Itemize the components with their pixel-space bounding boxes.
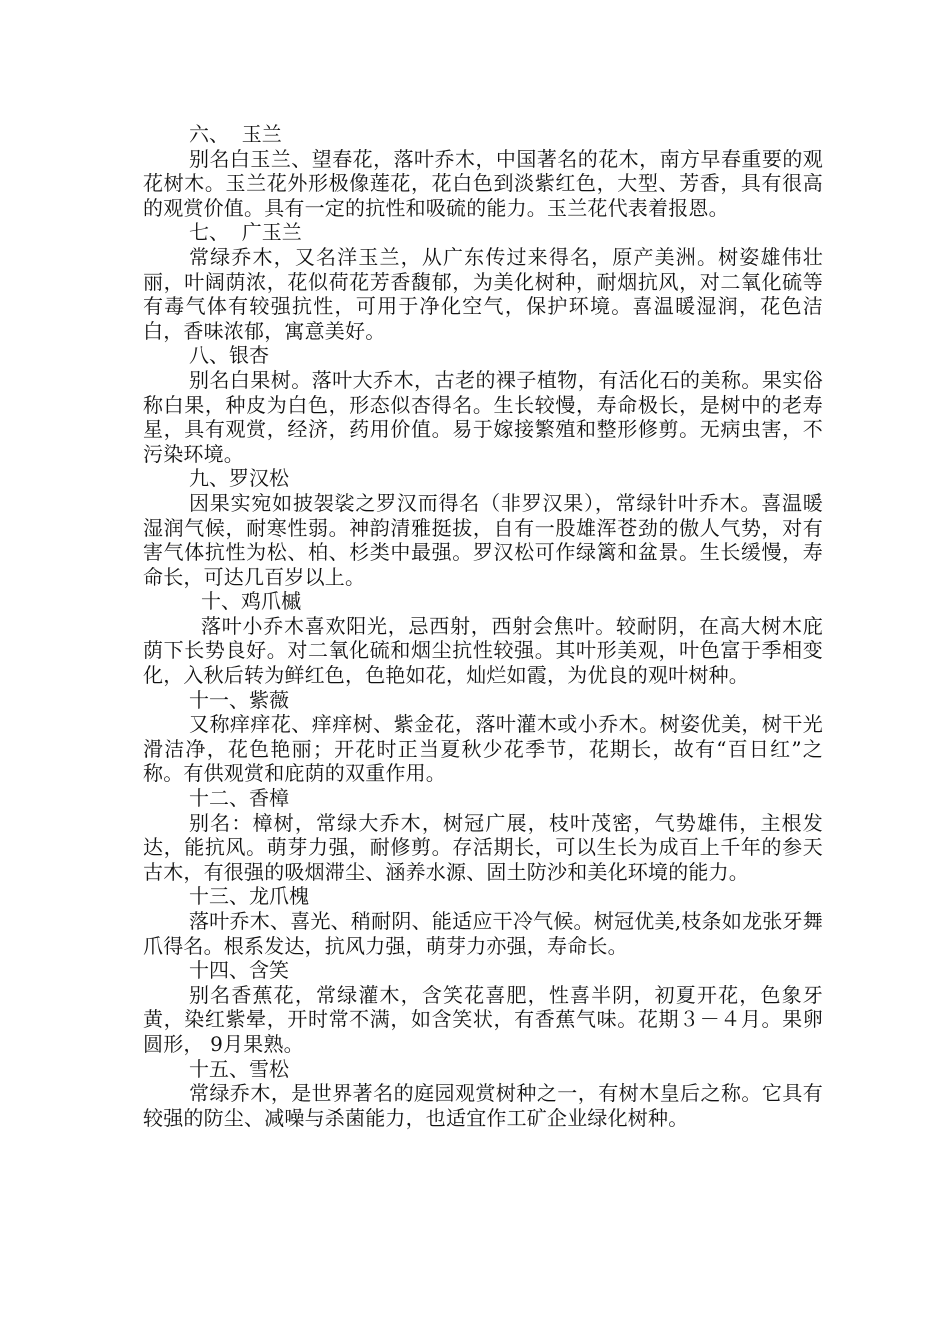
section-paragraph: 落叶小乔木喜欢阳光，忌西射，西射会焦叶。较耐阴，在高大树木庇荫下长势良好。对二氧化硫和烟尘抗性较强。其叶形美观，叶色富于季相变化，入秋后转为鲜红色，色艳如花，灿烂如霞，为优良的观叶树种。 (143, 613, 823, 688)
section-heading: 十一、紫薇 (189, 687, 289, 712)
section-heading: 十、鸡爪槭 (201, 589, 301, 614)
section-paragraph: 别名白果树。落叶大乔木，古老的裸子植物，有活化石的美称。果实俗称白果，种皮为白色，形态似杏得名。生长较慢，寿命极长，是树中的老寿星，具有观赏，经济，药用价值。易于嫁接繁殖和整形修剪。无病虫害，不污染环境。 (143, 367, 823, 466)
section-heading: 十四、含笑 (189, 958, 289, 983)
section-paragraph: 别名白玉兰、望春花，落叶乔木，中国著名的花木，南方早春重要的观花树木。玉兰花外形极像莲花，花白色到淡紫红色，大型、芳香，具有很高的观赏价值。具有一定的抗性和吸硫的能力。玉兰花代表着报恩。 (143, 146, 823, 220)
section-heading: 十五、雪松 (189, 1056, 289, 1081)
section-paragraph: 别名：樟树，常绿大乔木，树冠广展，枝叶茂密，气势雄伟，主根发达，能抗风。萌芽力强，耐修剪。存活期长，可以生长为成百上千年的参天古木，有很强的吸烟滞尘、涵养水源、固土防沙和美化环境的能力。 (143, 810, 823, 884)
section-heading: 十二、香樟 (189, 786, 289, 811)
section-paragraph: 常绿乔木，又名洋玉兰，从广东传过来得名，原产美洲。树姿雄伟壮丽，叶阔荫浓，花似荷花芳香馥郁，为美化树种，耐烟抗风，对二氧化硫等有毒气体有较强抗性，可用于净化空气，保护环境。喜温暖湿润，花色洁白，香味浓郁，寓意美好。 (143, 244, 823, 343)
section-paragraph: 又称痒痒花、痒痒树、紫金花，落叶灌木或小乔木。树姿优美，树干光滑洁净，花色艳丽；开花时正当夏秋少花季节，花期长，故有“百日红”之称。有供观赏和庇荫的双重作用。 (143, 712, 823, 786)
document-body (143, 122, 823, 1130)
section-heading: 十三、龙爪槐 (189, 884, 309, 909)
section-heading: 六、 玉兰 (189, 122, 282, 146)
section-heading: 七、 广玉兰 (189, 220, 302, 245)
section-paragraph: 常绿乔木，是世界著名的庭园观赏树种之一，有树木皇后之称。它具有较强的防尘、减噪与杀菌能力，也适宜作工矿企业绿化树种。 (143, 1081, 823, 1130)
section-paragraph: 因果实宛如披袈裟之罗汉而得名（非罗汉果），常绿针叶乔木。喜温暖湿润气候，耐寒性弱。神韵清雅挺拔，自有一股雄浑苍劲的傲人气势，对有害气体抗性为松、柏、杉类中最强。罗汉松可作绿篱和盆景。生长缓慢，寿命长，可达几百岁以上。 (143, 490, 823, 589)
section-paragraph: 落叶乔木、喜光、稍耐阴、能适应干冷气候。树冠优美,枝条如龙张牙舞爪得名。根系发达，抗风力强，萌芽力亦强，寿命长。 (143, 909, 823, 958)
section-heading: 九、罗汉松 (189, 466, 289, 491)
section-heading: 八、银杏 (189, 343, 269, 368)
section-paragraph: 别名香蕉花，常绿灌木，含笑花喜肥，性喜半阴，初夏开花，色象牙黄，染红紫晕，开时常不满，如含笑状，有香蕉气味。花期３－４月。果卵圆形， 9月果熟。 (143, 982, 823, 1056)
